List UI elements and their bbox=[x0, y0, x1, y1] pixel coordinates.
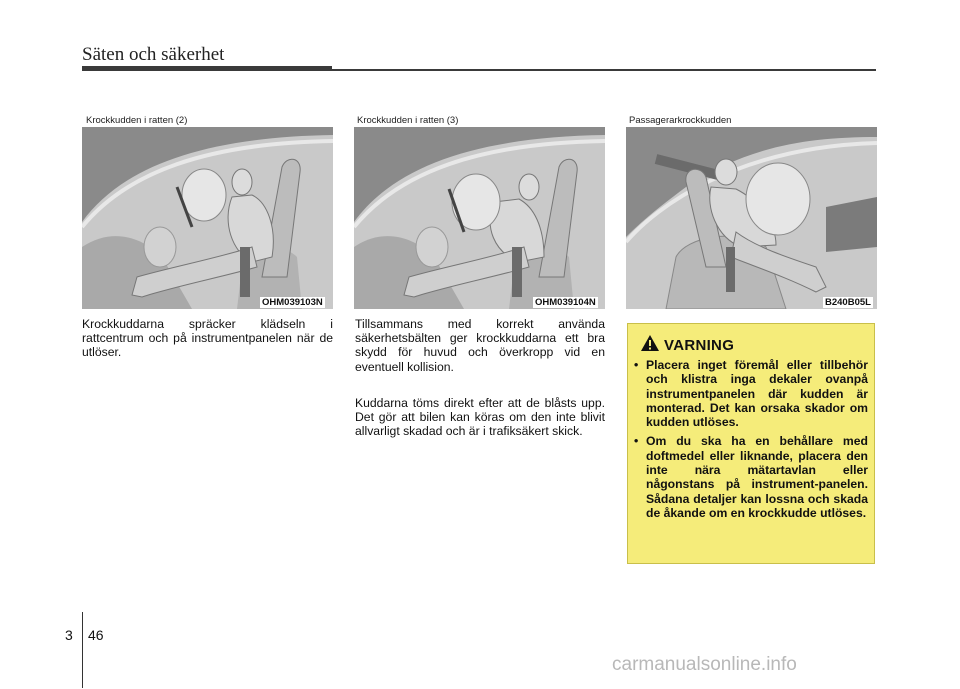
warning-title: VARNING bbox=[664, 337, 735, 354]
figure-1-code: OHM039103N bbox=[262, 297, 323, 308]
footer-divider bbox=[82, 612, 83, 688]
chapter-number: 3 bbox=[65, 627, 73, 643]
figure-3-code: B240B05L bbox=[825, 297, 871, 308]
figure-2-illustration bbox=[354, 127, 605, 309]
figure-2-code: OHM039104N bbox=[535, 297, 596, 308]
warning-box bbox=[627, 323, 875, 564]
page-header-title: Säten och säkerhet bbox=[82, 44, 225, 65]
passenger-airbag-illustration bbox=[626, 127, 877, 309]
warning-item-text: Placera inget föremål eller tillbehör och klistra inga dekaler ovanpå instrumentpanelen där kudden är monterad. Det kan orsaka skador om kudden utlöses. bbox=[646, 358, 868, 430]
figure-3-caption: Passagerarkrockkudden bbox=[629, 115, 732, 126]
figure-3-illustration bbox=[626, 127, 877, 309]
watermark: carmanualsonline.info bbox=[612, 654, 797, 675]
header-rule-thick bbox=[82, 66, 332, 71]
driver-airbag-illustration-2 bbox=[354, 127, 605, 309]
figure-1-caption: Krockkudden i ratten (2) bbox=[86, 115, 188, 126]
warning-item-text: Om du ska ha en behållare med doftmedel eller liknande, placera den inte nära mätartavlan eller någonstans på instrument-panelen. Sådana detaljer kan lossna och skada de åkande om en krockkudde utlöses. bbox=[646, 434, 868, 520]
header-rule-thin bbox=[332, 69, 876, 71]
col1-paragraph: Krockkuddarna spräcker klädseln i rattcentrum och på instrumentpanelen när de utlöser. bbox=[82, 317, 333, 360]
col2-paragraph-1: Tillsammans med korrekt använda säkerhetsbälten ger krockkuddarna ett bra skydd för huvud och överkropp vid en eventuell kollision. bbox=[355, 317, 605, 374]
warning-list bbox=[634, 358, 868, 525]
figure-2-caption: Krockkudden i ratten (3) bbox=[357, 115, 459, 126]
warning-item bbox=[634, 358, 868, 429]
figure-1-illustration bbox=[82, 127, 333, 309]
driver-airbag-illustration-1 bbox=[82, 127, 333, 309]
warning-triangle-icon bbox=[640, 334, 660, 357]
bullet: • bbox=[634, 434, 639, 449]
col2-paragraph-2: Kuddarna töms direkt efter att de blåsts upp. Det gör att bilen kan köras om den inte blivit allvarligt skadad och är i trafiksäkert skick. bbox=[355, 396, 605, 439]
warning-item bbox=[634, 434, 868, 520]
page-number: 46 bbox=[88, 627, 104, 643]
bullet: • bbox=[634, 358, 639, 372]
